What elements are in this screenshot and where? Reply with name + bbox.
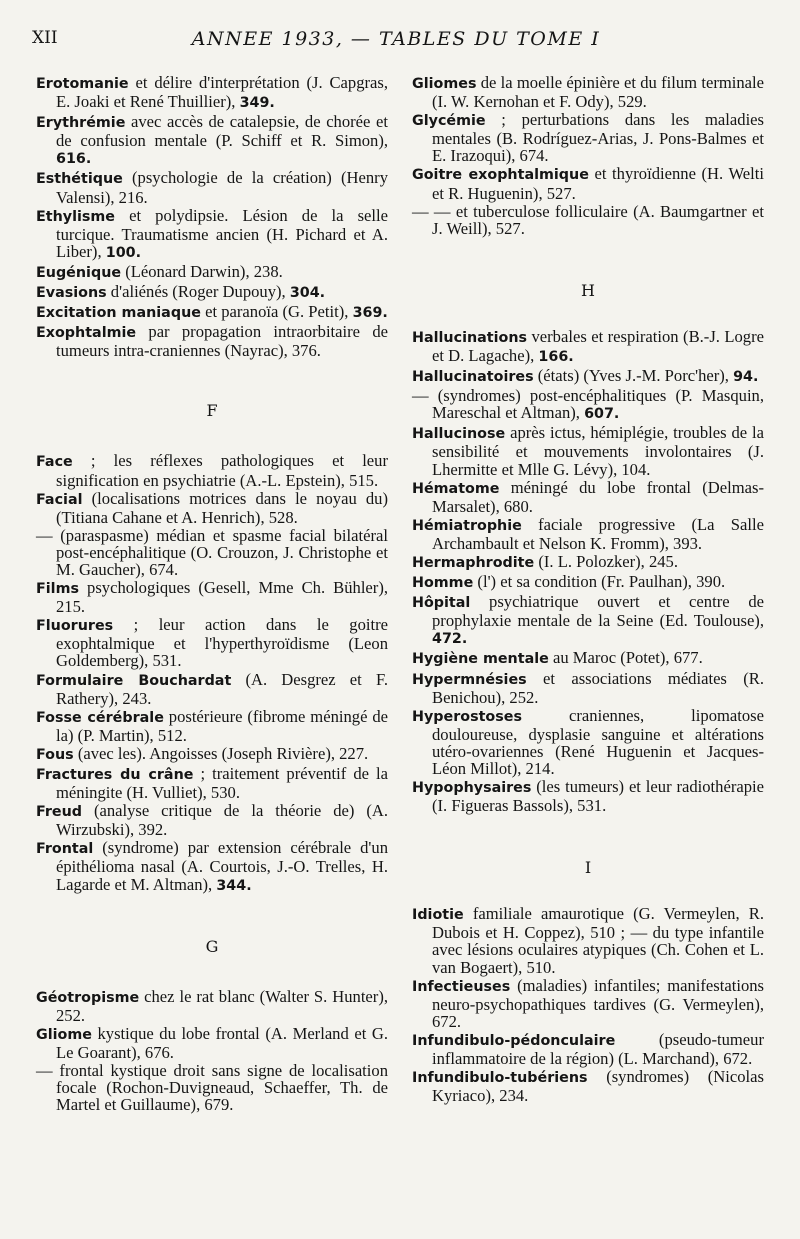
entry-term: Eugénique bbox=[36, 264, 122, 281]
entry-page-ref: 616. bbox=[56, 151, 92, 168]
entry-page-ref: 472. bbox=[432, 631, 468, 648]
entry-term: Fosse cérébrale bbox=[36, 709, 164, 726]
entry-term: Frontal bbox=[36, 841, 94, 858]
index-entry bbox=[36, 988, 388, 1024]
entry-page-ref: 349. bbox=[239, 95, 275, 112]
index-entry bbox=[412, 328, 764, 366]
index-entry bbox=[36, 1025, 388, 1061]
entry-term: Hygiène mentale bbox=[412, 651, 549, 668]
index-entry bbox=[412, 649, 764, 668]
entry-text: familiale amaurotique (G. Vermeylen, R. Dubois et H. Coppez), 510 ; — du type infantile avec lésions oculaires atypiques (Ch. Cohen et L. van Bogaert), 510. bbox=[432, 904, 764, 977]
entry-page-ref: 607. bbox=[584, 406, 620, 423]
entry-term: Erythrémie bbox=[36, 115, 126, 132]
entry-text: kystique du lobe frontal (A. Merland et G. Le Goarant), 676. bbox=[56, 1023, 388, 1062]
right-column bbox=[412, 74, 764, 1105]
index-entry bbox=[36, 671, 388, 707]
index-entry bbox=[36, 113, 388, 168]
entry-text: chez le rat blanc (Walter S. Hunter), 252. bbox=[56, 986, 388, 1025]
entry-term: Glycémie bbox=[412, 113, 486, 130]
index-entry bbox=[36, 490, 388, 526]
index-entry bbox=[412, 516, 764, 552]
index-entry bbox=[412, 479, 764, 515]
entry-term: Gliomes bbox=[412, 76, 477, 92]
index-entry bbox=[412, 778, 764, 814]
entry-text: (avec les). Angoisses (Joseph Rivière), 227. bbox=[73, 743, 369, 763]
entry-term: Infundibulo-tubériens bbox=[412, 1070, 588, 1087]
index-entry bbox=[36, 303, 388, 322]
entry-term: Hypermnésies bbox=[412, 671, 527, 688]
entry-text: ; les réflexes pathologiques et leur signification en psychiatrie (A.-L. Epstein), 515. bbox=[56, 451, 388, 490]
entry-text: de la moelle épinière et du filum terminale (I. W. Kernohan et F. Ody), 529. bbox=[432, 73, 764, 112]
index-entry bbox=[36, 839, 388, 894]
entry-text: postérieure (fibrome méningé de la) (P. Martin), 512. bbox=[56, 706, 388, 745]
entry-text: au Maroc (Potet), 677. bbox=[548, 648, 703, 668]
entry-text: ; perturbations dans les maladies mentales (B. Rodríguez-Arias, J. Pons-Balmes et E. Irazoqui), 674. bbox=[432, 110, 764, 166]
entry-page-ref: 100. bbox=[105, 244, 142, 261]
entry-text: et associations médiates (R. Benichou), 252. bbox=[432, 668, 764, 707]
page-number: XII bbox=[32, 28, 58, 48]
entry-text: méningé du lobe frontal (Delmas-Marsalet), 680. bbox=[432, 477, 764, 516]
index-entry bbox=[36, 616, 388, 669]
entry-term: Esthétique bbox=[36, 171, 123, 188]
entry-term: Hermaphrodite bbox=[412, 554, 535, 571]
entry-term: Gliome bbox=[36, 1026, 92, 1043]
entry-term: Excitation maniaque bbox=[36, 305, 201, 322]
entry-term: Infectieuses bbox=[412, 978, 511, 995]
entry-term: Goitre exophtalmique bbox=[412, 167, 589, 184]
entry-text: (états) (Yves J.-M. Porc'her), bbox=[533, 366, 734, 386]
entry-term: Facial bbox=[36, 491, 83, 508]
index-entry bbox=[412, 573, 764, 592]
entry-text: avec accès de catalepsie, de chorée et de confusion mentale (P. Schiff et R. Simon), bbox=[56, 112, 388, 151]
entry-text: psychiatrique ouvert et centre de prophylaxie mentale de la Seine (Ed. Toulouse), bbox=[432, 592, 764, 631]
section-letter: H bbox=[581, 280, 595, 300]
index-entry bbox=[36, 1062, 388, 1113]
section-letter: I bbox=[584, 858, 592, 878]
entry-text: (I. L. Polozker), 245. bbox=[534, 551, 678, 571]
index-entry bbox=[412, 387, 764, 423]
entry-text: (syndrome) par extension cérébrale d'un épithélioma nasal (A. Courtois, J.-O. Trelles, H. Lagarde et M. Altman), bbox=[56, 838, 388, 894]
entry-text: ; leur action dans le goitre exophtalmique et l'hyperthyroïdisme (Leon Goldemberg), 531. bbox=[56, 615, 388, 671]
entry-page-ref: 344. bbox=[216, 877, 252, 894]
left-column bbox=[36, 74, 388, 1114]
entry-term: Hématome bbox=[412, 480, 500, 497]
entry-text: (localisations motrices dans le noyau du) (Titiana Cahane et A. Henrich), 528. bbox=[56, 488, 388, 527]
entry-text: (maladies) infantiles; manifestations neuro-psychopathiques tardives (G. Vermeylen), 672. bbox=[432, 975, 764, 1031]
index-entry bbox=[412, 1068, 764, 1104]
entry-text: et délire d'interprétation (J. Capgras, E. Joaki et René Thuillier), bbox=[56, 73, 388, 112]
index-entry bbox=[36, 527, 388, 578]
entry-term: Idiotie bbox=[412, 907, 464, 924]
entry-text: verbales et respiration (B.-J. Logre et D. Lagache), bbox=[432, 326, 764, 365]
entry-term: Films bbox=[36, 581, 79, 598]
index-entry bbox=[412, 977, 764, 1030]
index-entry bbox=[412, 905, 764, 975]
entry-term: Infundibulo-pédonculaire bbox=[412, 1032, 616, 1049]
entry-text: — frontal kystique droit sans signe de localisation focale (Rochon-Duvigneaud, Schaeffer, Th. de Martel et Guillaume), 679. bbox=[36, 1061, 388, 1115]
section-letter: F bbox=[206, 401, 218, 421]
index-entry bbox=[412, 707, 764, 777]
entry-term: Freud bbox=[36, 804, 83, 821]
entry-term: Evasions bbox=[36, 285, 107, 302]
entry-text: (l') et sa condition (Fr. Paulhan), 390. bbox=[473, 572, 726, 592]
index-entry bbox=[36, 745, 388, 764]
entry-text: et polydipsie. Lésion de la selle turcique. Traumatisme ancien (H. Pichard et A. Liber), bbox=[56, 205, 388, 261]
index-entry bbox=[36, 802, 388, 838]
index-entry bbox=[36, 708, 388, 744]
entry-term: Hallucinatoires bbox=[412, 369, 534, 386]
index-entry bbox=[412, 367, 764, 386]
entry-page-ref: 369. bbox=[352, 305, 388, 322]
entry-text: psychologiques (Gesell, Mme Ch. Bühler), 215. bbox=[56, 578, 388, 617]
entry-text: (les tumeurs) et leur radiothérapie (I. Figueras Bassols), 531. bbox=[432, 777, 764, 816]
index-entry bbox=[36, 323, 388, 359]
index-entry bbox=[412, 670, 764, 706]
entry-page-ref: 94. bbox=[733, 369, 759, 386]
entry-term: Fluorures bbox=[36, 618, 114, 635]
entry-text: — (syndromes) post-encéphalitiques (P. Masquin, Mareschal et Altman), bbox=[412, 386, 764, 423]
index-entry bbox=[36, 74, 388, 112]
entry-term: Hyperostoses bbox=[412, 708, 522, 725]
index-entry bbox=[412, 424, 764, 477]
entry-text: et paranoïa (G. Petit), bbox=[200, 302, 353, 322]
entry-page-ref: 166. bbox=[538, 348, 574, 365]
entry-term: Hémiatrophie bbox=[412, 517, 522, 534]
index-entry bbox=[36, 452, 388, 488]
entry-text: (A. Desgrez et F. Rathery), 243. bbox=[56, 669, 388, 708]
entry-text: après ictus, hémiplégie, troubles de la sensibilité et mouvements involontaires (J. Lhermitte et Mlle G. Lévy), 104. bbox=[432, 423, 764, 479]
entry-term: Homme bbox=[412, 575, 474, 592]
entry-term: Formulaire Bouchardat bbox=[36, 672, 232, 689]
index-entry bbox=[36, 765, 388, 801]
entry-term: Géotropisme bbox=[36, 989, 140, 1006]
index-entry bbox=[412, 74, 764, 110]
index-entry bbox=[412, 1031, 764, 1067]
entry-term: Hôpital bbox=[412, 595, 471, 612]
entry-text: (Léonard Darwin), 238. bbox=[121, 261, 283, 281]
entry-text: (syndromes) (Nicolas Kyriaco), 234. bbox=[432, 1067, 764, 1106]
entry-text: par propagation intraorbitaire de tumeurs intra-craniennes (Nayrac), 376. bbox=[56, 322, 388, 361]
entry-term: Hallucinose bbox=[412, 426, 506, 443]
entry-term: Fous bbox=[36, 746, 74, 763]
index-entry bbox=[412, 553, 764, 572]
index-entry bbox=[36, 207, 388, 262]
entry-text: d'aliénés (Roger Dupouy), bbox=[106, 282, 290, 302]
entry-text: — (paraspasme) médian et spasme facial bilatéral post-encéphalitique (O. Crouzon, J. Christophe et M. Gaucher), 674. bbox=[36, 525, 388, 579]
index-entry bbox=[412, 593, 764, 648]
entry-term: Hypophysaires bbox=[412, 780, 532, 797]
index-entry bbox=[36, 263, 388, 282]
index-entry bbox=[412, 165, 764, 201]
entry-term: Fractures du crâne bbox=[36, 767, 194, 783]
entry-term: Face bbox=[36, 454, 73, 471]
entry-text: faciale progressive (La Salle Archambault et Nelson K. Fromm), 393. bbox=[432, 514, 764, 553]
entry-term: Exophtalmie bbox=[36, 325, 137, 342]
index-entry bbox=[412, 203, 764, 237]
page-header bbox=[32, 28, 760, 54]
entry-term: Ethylisme bbox=[36, 208, 116, 225]
index-entry bbox=[36, 579, 388, 615]
index-entry bbox=[412, 111, 764, 164]
index-entry bbox=[36, 169, 388, 205]
section-letter: G bbox=[205, 936, 219, 956]
entry-text: ; traitement préventif de la méningite (H. Vulliet), 530. bbox=[56, 764, 388, 803]
index-entry bbox=[36, 283, 388, 302]
entry-term: Erotomanie bbox=[36, 76, 129, 92]
entry-term: Hallucinations bbox=[412, 329, 528, 346]
entry-page-ref: 304. bbox=[289, 285, 326, 302]
entry-text: craniennes, lipomatose douloureuse, dysplasie sanguine et altérations utéro-ovariennes (René Huguenin et Jacques-Léon Millot), 214. bbox=[432, 705, 764, 778]
entry-text: (analyse critique de la théorie de) (A. Wirzubski), 392. bbox=[56, 801, 388, 840]
entry-text: (pseudo-tumeur inflammatoire de la région) (L. Marchand), 672. bbox=[432, 1029, 764, 1069]
entry-text: — — et tuberculose folliculaire (A. Baumgartner et J. Weill), 527. bbox=[412, 201, 764, 238]
entry-text: (psychologie de la création) (Henry Valensi), 216. bbox=[56, 168, 388, 207]
running-title: ANNEE 1933, — TABLES DU TOME I bbox=[191, 28, 601, 50]
entry-text: et thyroïdienne (H. Welti et R. Huguenin), 527. bbox=[432, 164, 764, 203]
